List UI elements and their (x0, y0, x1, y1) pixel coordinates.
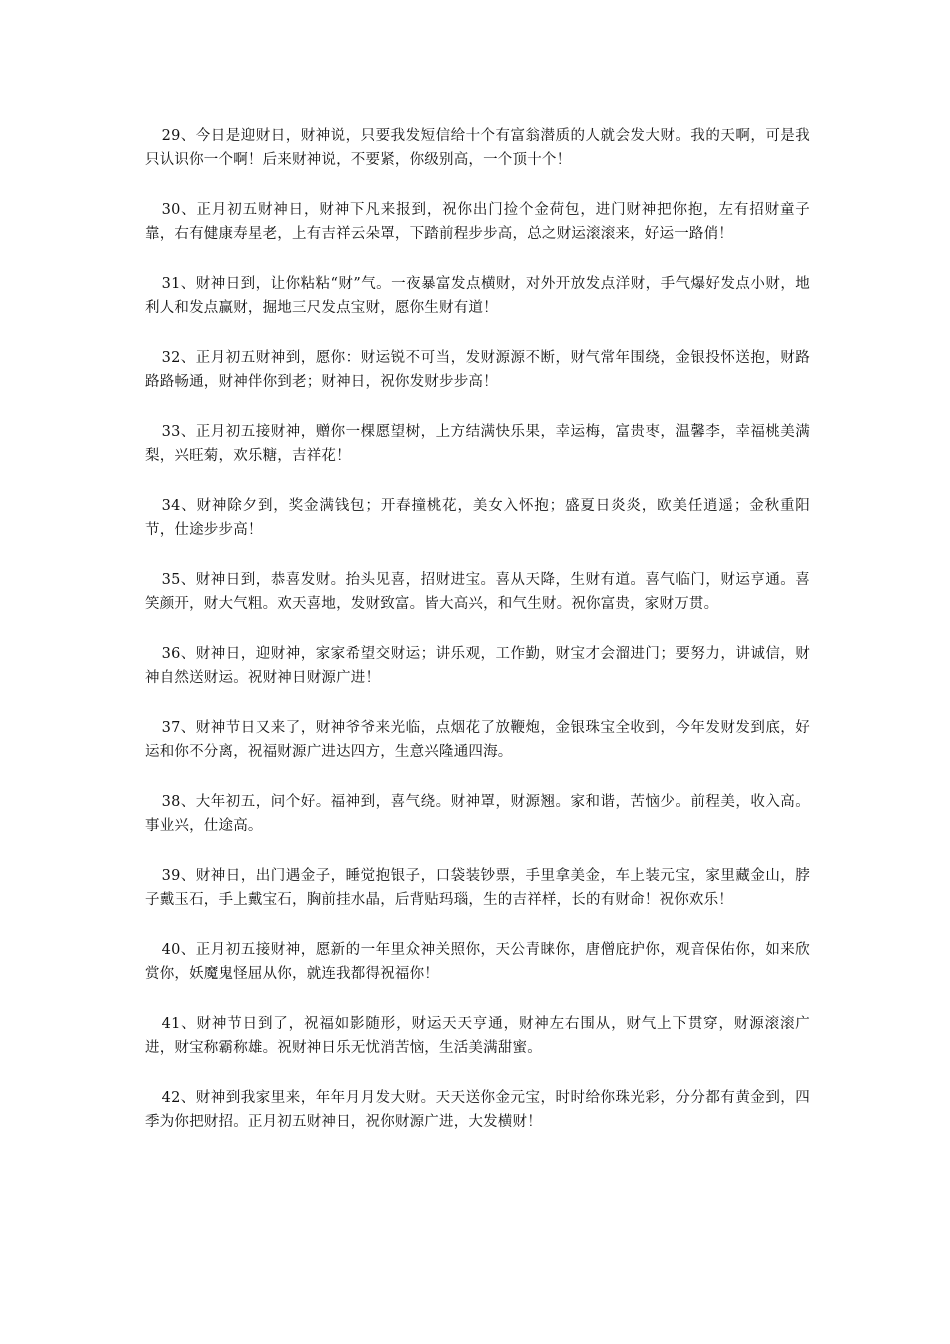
paragraph-38: 38、大年初五，问个好。福神到，喜气绕。财神罩，财源翘。家和谐，苦恼少。前程美，收入高。事业兴，仕途高。 (145, 794, 810, 834)
paragraph-35: 35、财神日到，恭喜发财。抬头见喜，招财进宝。喜从天降，生财有道。喜气临门，财运亨通。喜笑颜开，财大气粗。欢天喜地，发财致富。皆大高兴，和气生财。祝你富贵，家财万贯。 (145, 572, 810, 612)
paragraph-34: 34、财神除夕到，奖金满钱包；开春撞桃花，美女入怀抱；盛夏日炎炎，欧美任逍遥；金秋重阳节，仕途步步高！ (145, 498, 810, 538)
paragraph-29: 29、今日是迎财日，财神说，只要我发短信给十个有富翁潜质的人就会发大财。我的天啊，可是我只认识你一个啊！后来财神说，不要紧，你级别高，一个顶十个！ (145, 128, 810, 168)
document-body (145, 124, 810, 1160)
paragraph-30: 30、正月初五财神日，财神下凡来报到，祝你出门捡个金荷包，进门财神把你抱，左有招财童子靠，右有健康寿星老，上有吉祥云朵罩，下踏前程步步高，总之财运滚滚来，好运一路俏！ (145, 202, 810, 242)
paragraph-36: 36、财神日，迎财神，家家希望交财运；讲乐观，工作勤，财宝才会溜进门；要努力，讲诚信，财神自然送财运。祝财神日财源广进！ (145, 646, 810, 686)
paragraph-39: 39、财神日，出门遇金子，睡觉抱银子，口袋装钞票，手里拿美金，车上装元宝，家里藏金山，脖子戴玉石，手上戴宝石，胸前挂水晶，后背贴玛瑙，生的吉祥样，长的有财命！祝你欢乐！ (145, 868, 810, 908)
paragraph-42: 42、财神到我家里来，年年月月发大财。天天送你金元宝，时时给你珠光彩，分分都有黄金到，四季为你把财招。正月初五财神日，祝你财源广进，大发横财！ (145, 1090, 810, 1130)
paragraph-40: 40、正月初五接财神，愿新的一年里众神关照你，天公青睐你，唐僧庇护你，观音保佑你，如来欣赏你，妖魔鬼怪屈从你，就连我都得祝福你！ (145, 942, 810, 982)
paragraph-32: 32、正月初五财神到，愿你：财运锐不可当，发财源源不断，财气常年围绕，金银投怀送抱，财路路路畅通，财神伴你到老；财神日，祝你发财步步高！ (145, 350, 810, 390)
paragraph-33: 33、正月初五接财神，赠你一棵愿望树，上方结满快乐果，幸运梅，富贵枣，温馨李，幸福桃美满梨，兴旺菊，欢乐糖，吉祥花！ (145, 424, 810, 464)
paragraph-41: 41、财神节日到了，祝福如影随形，财运天天亨通，财神左右围从，财气上下贯穿，财源滚滚广进，财宝称霸称雄。祝财神日乐无忧消苦恼，生活美满甜蜜。 (145, 1016, 810, 1056)
paragraph-31: 31、财神日到，让你粘粘“财”气。一夜暴富发点横财，对外开放发点洋财，手气爆好发点小财，地利人和发点赢财，掘地三尺发点宝财，愿你生财有道！ (145, 276, 810, 316)
paragraph-37: 37、财神节日又来了，财神爷爷来光临，点烟花了放鞭炮，金银珠宝全收到，今年发财发到底，好运和你不分离，祝福财源广进达四方，生意兴隆通四海。 (145, 720, 810, 760)
